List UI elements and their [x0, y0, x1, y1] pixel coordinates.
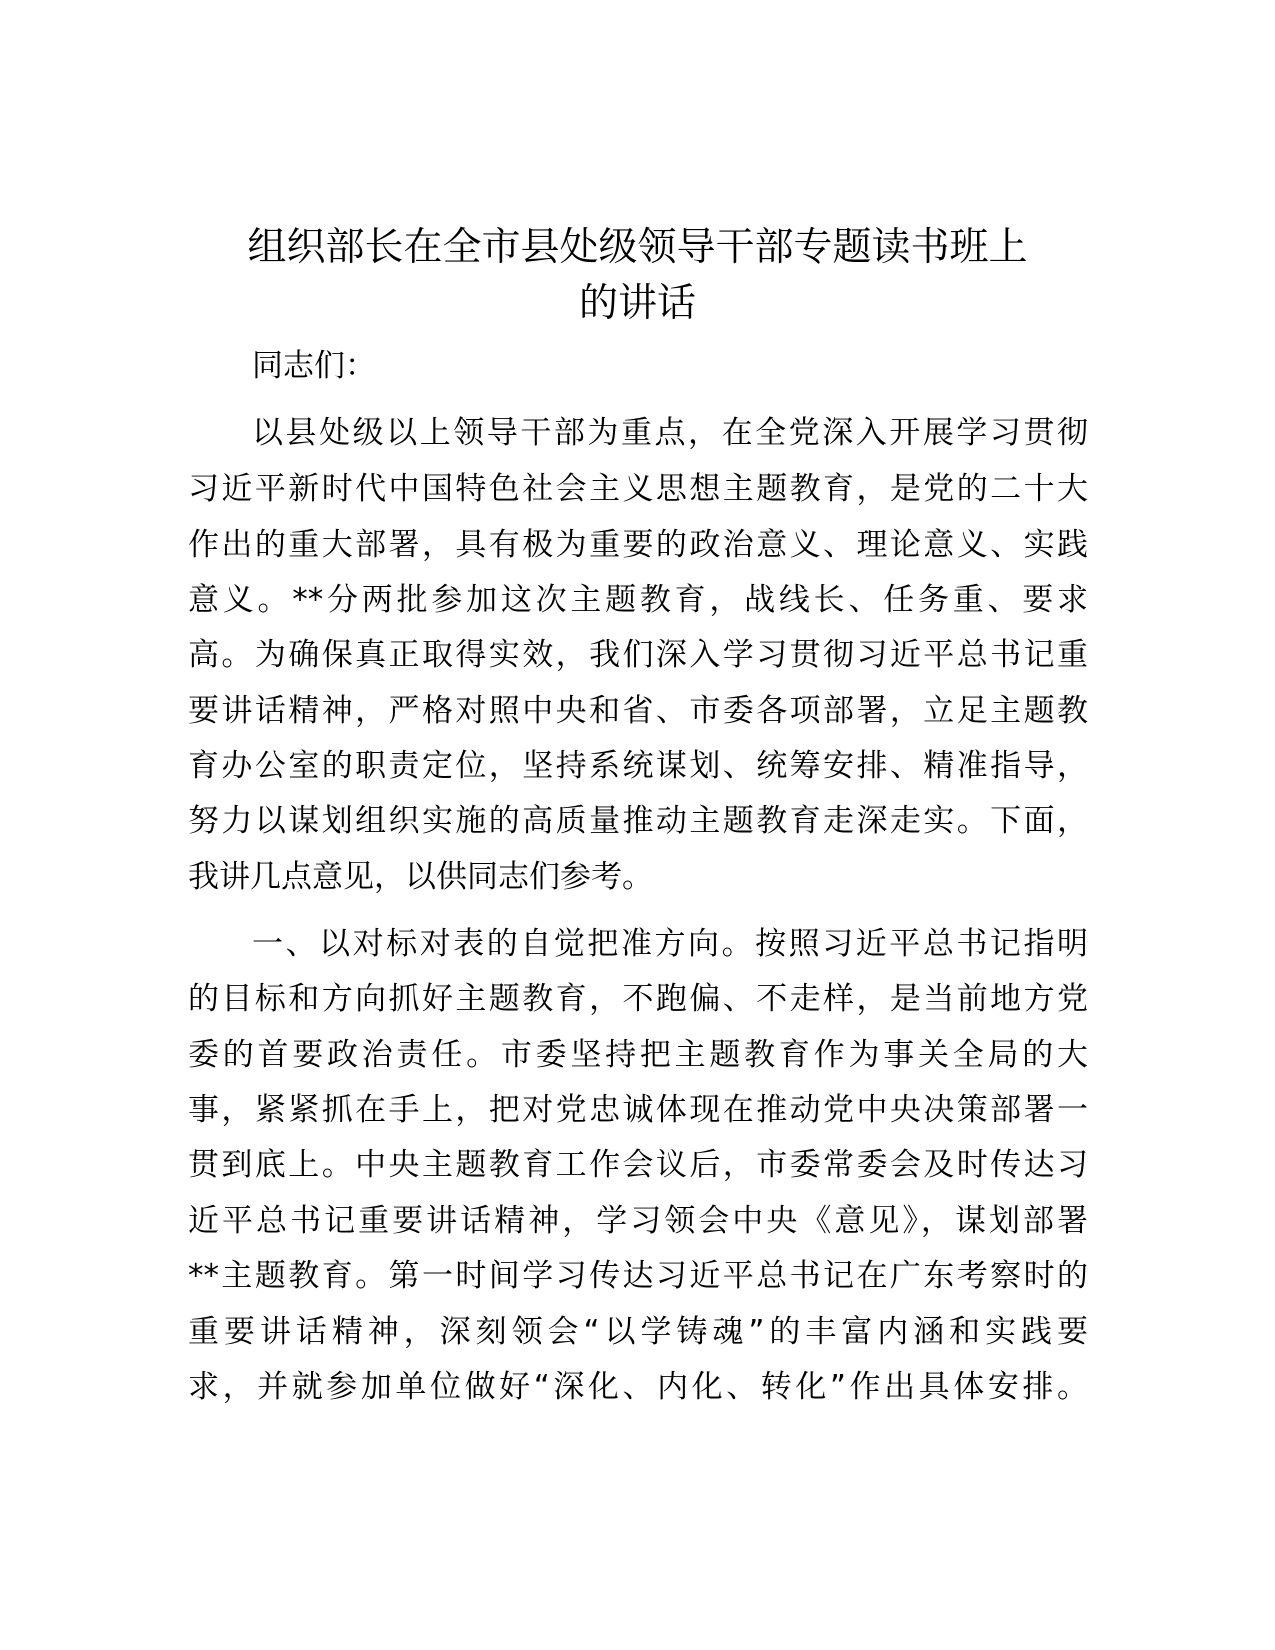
paragraph-line: 要讲话精神，严格对照中央和省、市委各项部署，立足主题教	[188, 693, 1088, 729]
paragraph-line: 高。为确保真正取得实效，我们深入学习贯彻习近平总书记重	[188, 637, 1088, 673]
paragraph-line: 近平总书记重要讲话精神，学习领会中央《意见》，谋划部署	[188, 1203, 1088, 1239]
paragraph-line: 意义。**分两批参加这次主题教育，战线长、任务重、要求	[188, 582, 1088, 618]
paragraph-line: 以县处级以上领导干部为重点，在全党深入开展学习贯彻	[252, 415, 1088, 451]
paragraph-line: 的目标和方向抓好主题教育，不跑偏、不走样，是当前地方党	[188, 981, 1088, 1017]
paragraph-line: 我讲几点意见，以供同志们参考。	[188, 859, 653, 895]
paragraph-line: 委的首要政治责任。市委坚持把主题教育作为事关全局的大	[188, 1037, 1088, 1073]
paragraph-line: 努力以谋划组织实施的高质量推动主题教育走深走实。下面，	[188, 803, 1088, 839]
paragraph-line: 习近平新时代中国特色社会主义思想主题教育，是党的二十大	[188, 471, 1088, 507]
paragraph-line: 事，紧紧抓在手上，把对党忠诚体现在推动党中央决策部署一	[188, 1092, 1088, 1128]
paragraph-line: 作出的重大部署，具有极为重要的政治意义、理论意义、实践	[188, 527, 1088, 563]
salutation: 同志们：	[252, 348, 376, 384]
paragraph-line: 重要讲话精神，深刻领会“以学铸魂”的丰富内涵和实践要	[188, 1314, 1088, 1350]
paragraph-line: **主题教育。第一时间学习传达习近平总书记在广东考察时的	[188, 1258, 1088, 1294]
paragraph-line: 贯到底上。中央主题教育工作会议后，市委常委会及时传达习	[188, 1147, 1088, 1183]
title-line: 的讲话	[578, 281, 696, 326]
document-title	[170, 220, 1105, 332]
paragraph-line: 一、以对标对表的自觉把准方向。按照习近平总书记指明	[252, 926, 1088, 962]
paragraph-line: 求，并就参加单位做好“深化、内化、转化”作出具体安排。	[188, 1369, 1088, 1405]
title-line: 组织部长在全市县处级领导干部专题读书班上	[247, 225, 1028, 270]
paragraph-line: 育办公室的职责定位，坚持系统谋划、统筹安排、精准指导，	[188, 748, 1088, 784]
